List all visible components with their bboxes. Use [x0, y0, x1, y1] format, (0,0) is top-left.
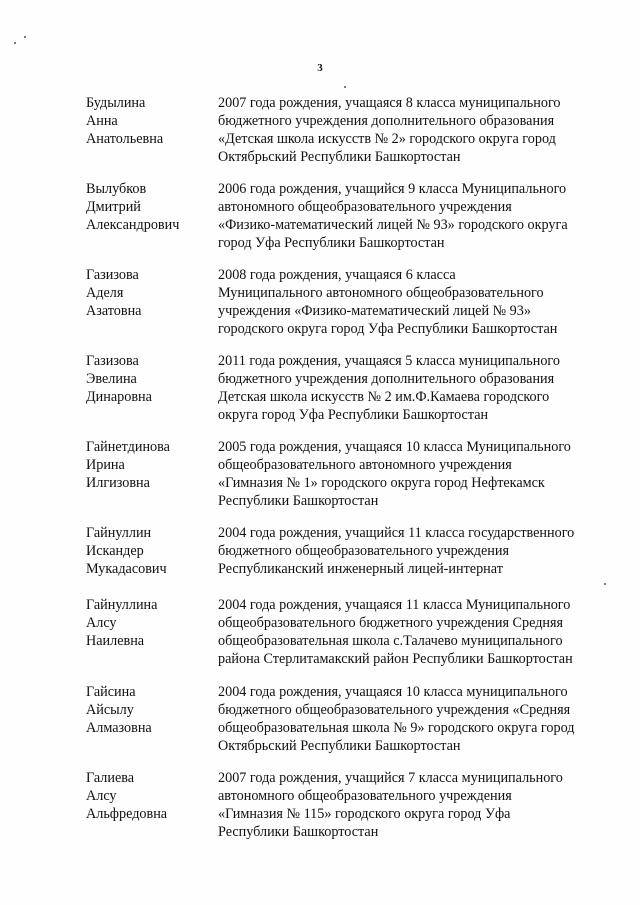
person-description [218, 438, 618, 510]
description-line: автономного общеобразовательного учреждения [218, 788, 512, 804]
person-name-line: Искандер [86, 543, 144, 559]
description-line: бюджетного учреждения дополнительного образования [218, 113, 555, 129]
description-line: 2005 года рождения, учащаяся 10 класса Муниципального [218, 439, 571, 455]
description-line: бюджетного учреждения дополнительного образования [218, 371, 555, 387]
person-name [86, 180, 211, 234]
person-description [218, 266, 618, 338]
person-name-line: Азатовна [86, 303, 142, 319]
person-description [218, 180, 618, 252]
description-line: Октябрьский Республики Башкортостан [218, 738, 461, 754]
person-description [218, 596, 618, 668]
person-name-line: Гайнуллин [86, 525, 152, 541]
description-line: «Физико-математический лицей № 93» городского округа [218, 217, 568, 233]
person-name-line: Алсу [86, 615, 117, 631]
person-name-line: Газизова [86, 353, 139, 369]
person-name [86, 94, 211, 148]
person-name-line: Будылина [86, 95, 146, 111]
description-line: 2008 года рождения, учащаяся 6 класса [218, 267, 456, 283]
person-name-line: Альфредовна [86, 806, 168, 822]
scan-speck [344, 86, 346, 88]
person-name-line: Галиева [86, 770, 135, 786]
description-line: 2011 года рождения, учащаяся 5 класса муниципального [218, 353, 560, 369]
description-line: автономного общеобразовательного учреждения [218, 199, 512, 215]
person-name [86, 524, 211, 578]
description-line: общеобразовательная школа № 9» городского округа город [218, 720, 575, 736]
person-name [86, 438, 211, 492]
person-name-line: Александрович [86, 217, 180, 233]
person-description [218, 94, 618, 166]
description-line: общеобразовательного бюджетного учреждения Средняя [218, 615, 564, 631]
description-line: 2006 года рождения, учащийся 9 класса Муниципального [218, 181, 567, 197]
description-line: 2007 года рождения, учащийся 7 класса муниципального [218, 770, 563, 786]
person-name-line: Мукадасович [86, 561, 167, 577]
person-name-line: Гайнетдинова [86, 439, 170, 455]
person-name-line: Анна [86, 113, 118, 129]
description-line: Республиканский инженерный лицей-интернат [218, 561, 503, 577]
page-number: 3 [317, 62, 323, 74]
scan-speck [14, 42, 16, 44]
description-line: «Гимназия № 1» городского округа город Нефтекамск [218, 475, 545, 491]
person-name-line: Айсылу [86, 702, 134, 718]
person-name-line: Аделя [86, 285, 124, 301]
person-name-line: Газизова [86, 267, 139, 283]
person-name [86, 683, 211, 737]
person-name [86, 769, 211, 823]
person-description [218, 524, 618, 578]
scan-speck [24, 36, 26, 38]
description-line: Октябрьский Республики Башкортостан [218, 149, 461, 165]
person-name [86, 596, 211, 650]
person-name-line: Ирина [86, 457, 125, 473]
person-description [218, 352, 618, 424]
description-line: городского округа город Уфа Республики Башкортостан [218, 321, 558, 337]
description-line: района Стерлитамакский район Республики Башкортостан [218, 651, 573, 667]
description-line: бюджетного общеобразовательного учреждения [218, 543, 510, 559]
person-name-line: Динаровна [86, 389, 152, 405]
person-name-line: Алсу [86, 788, 117, 804]
person-name-line: Алмазовна [86, 720, 152, 736]
description-line: Республики Башкортостан [218, 824, 379, 840]
description-line: Муниципального автономного общеобразовательного [218, 285, 544, 301]
person-name-line: Анатольевна [86, 131, 164, 147]
description-line: бюджетного общеобразовательного учреждения «Средняя [218, 702, 571, 718]
description-line: 2004 года рождения, учащаяся 10 класса муниципального [218, 684, 568, 700]
person-name-line: Гайнуллина [86, 597, 158, 613]
person-name-line: Наилевна [86, 633, 145, 649]
person-description [218, 769, 618, 841]
person-name-line: Дмитрий [86, 199, 141, 215]
description-line: Республики Башкортостан [218, 493, 379, 509]
scan-speck [604, 583, 606, 585]
person-name [86, 266, 211, 320]
person-name-line: Гайсина [86, 684, 136, 700]
description-line: общеобразовательная школа с.Талачево муниципального [218, 633, 563, 649]
person-name-line: Вылубков [86, 181, 147, 197]
person-name-line: Эвелина [86, 371, 137, 387]
description-line: Детская школа искусств № 2 им.Ф.Камаева городского [218, 389, 550, 405]
description-line: общеобразовательного автономного учреждения [218, 457, 512, 473]
description-line: «Гимназия № 115» городского округа город Уфа [218, 806, 511, 822]
description-line: «Детская школа искусств № 2» городского округа город [218, 131, 556, 147]
description-line: 2004 года рождения, учащийся 11 класса государственного [218, 525, 575, 541]
description-line: учреждения «Физико-математический лицей № 93» [218, 303, 531, 319]
description-line: 2007 года рождения, учащаяся 8 класса муниципального [218, 95, 561, 111]
person-name [86, 352, 211, 406]
description-line: город Уфа Республики Башкортостан [218, 235, 445, 251]
description-line: округа город Уфа Республики Башкортостан [218, 407, 489, 423]
person-name-line: Илгизовна [86, 475, 150, 491]
person-description [218, 683, 618, 755]
description-line: 2004 года рождения, учащаяся 11 класса Муниципального [218, 597, 571, 613]
